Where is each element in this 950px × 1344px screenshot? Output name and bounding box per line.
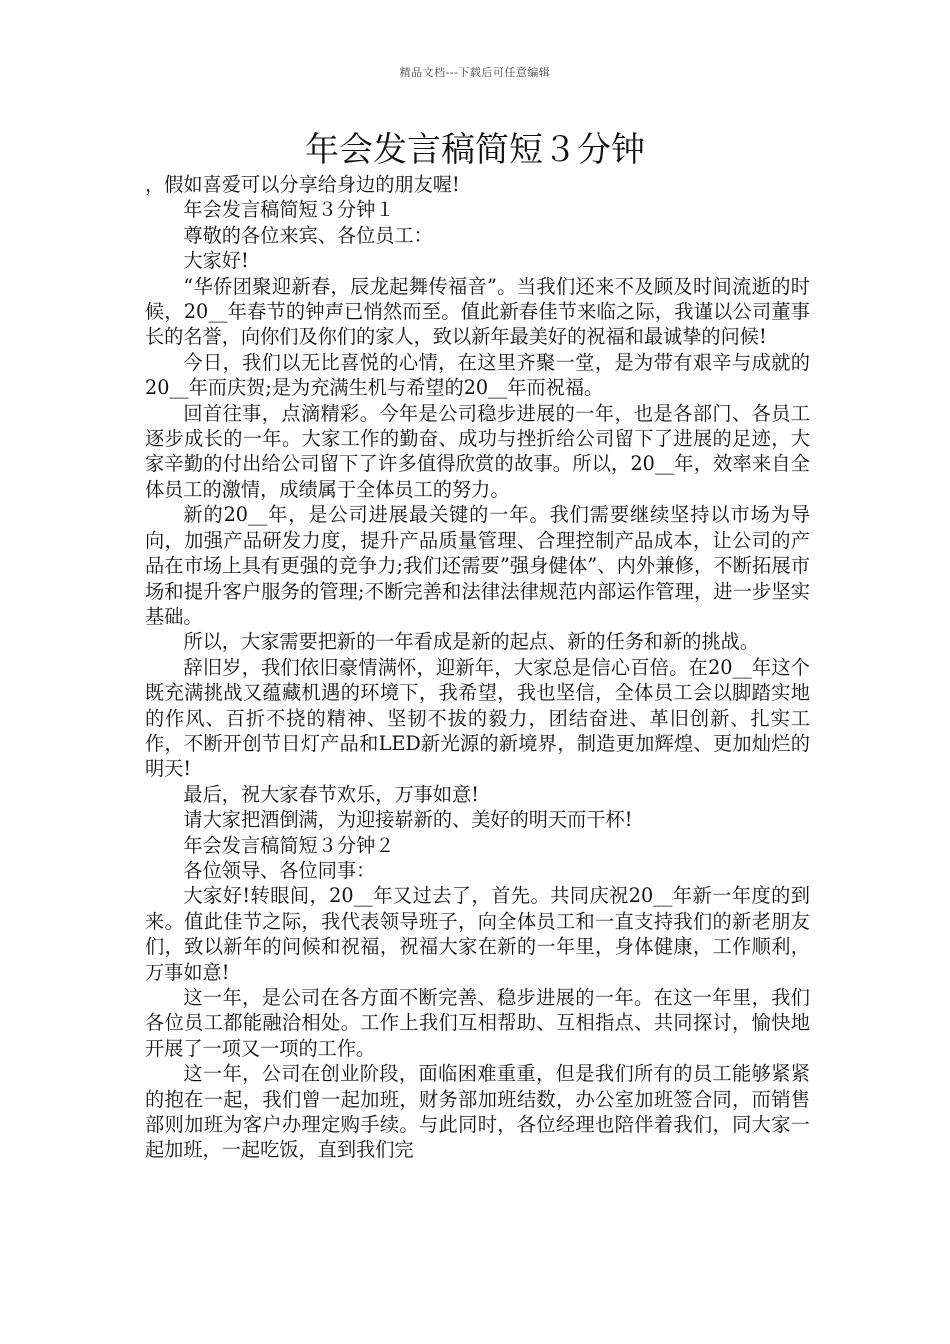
paragraph: 最后，祝大家春节欢乐，万事如意! (183, 782, 479, 806)
paragraph: 大家好!转眼间，20__年又过去了，首先。共同庆祝20__年新一年度的到来。值此佳节之际，我代表领导班子，向全体员工和一直支持我们的新老朋友们，致以新年的问候和祝福，祝福大家在新的一年里，身体健康，工作顺利，万事如意! (145, 884, 810, 984)
document-body (145, 172, 810, 1163)
paragraph: “华侨团聚迎新春，辰龙起舞传福音”。当我们还来不及顾及时间流逝的时候，20__年春节的钟声已悄然而至。值此新春佳节来临之际，我谨以公司董事长的名誉，向你们及你们的家人，致以新年最美好的祝福和最诚挚的问候! (145, 274, 810, 349)
paragraph-intro: ，假如喜爱可以分享给身边的朋友喔! (145, 173, 460, 196)
paragraph: 今日，我们以无比喜悦的心情，在这里齐聚一堂，是为带有艰辛与成就的20__年而庆贺;是为充满生机与希望的20__年而祝福。 (145, 350, 810, 400)
paragraph: 这一年，公司在创业阶段，面临困难重重，但是我们所有的员工能够紧紧的抱在一起，我们曾一起加班，财务部加班结数，办公室加班签合同，而销售部则加班为客户办理定购手续。与此同时，各位经理也陪伴着我们，同大家一起加班，一起吃饭，直到我们完 (145, 1062, 810, 1162)
paragraph: 这一年，是公司在各方面不断完善、稳步进展的一年。在这一年里，我们各位员工都能融洽相处。工作上我们互相帮助、互相指点、共同探讨，愉快地开展了一项又一项的工作。 (145, 986, 810, 1060)
paragraph: 新的20__年，是公司进展最关键的一年。我们需要继续坚持以市场为导向，加强产品研发力度，提升产品质量管理、合理控制产品成本，让公司的产品在市场上具有更强的竞争力;我们还需要”强身健体”、内外兼修，不断拓展市场和提升客户服务的管理;不断完善和法律法律规范内部运作管理，进一步坚实基础。 (145, 503, 810, 628)
paragraph: 辞旧岁，我们依旧豪情满怀，迎新年，大家总是信心百倍。在20__年这个既充满挑战又蕴藏机遇的环境下，我希望，我也坚信，全体员工会以脚踏实地的作风、百折不挠的精神、坚韧不拔的毅力，团结奋进、革旧创新、扎实工作，不断开创节日灯产品和LED新光源的新境界，制造更加辉煌、更加灿烂的明天! (145, 655, 810, 781)
greeting: 大家好! (183, 249, 249, 273)
document-title: 年会发言稿简短３分钟 (305, 130, 645, 170)
paragraph: 请大家把酒倒满，为迎接崭新的、美好的明天而干杯! (183, 808, 633, 832)
section-heading-1: 年会发言稿简短３分钟１ (183, 198, 395, 222)
salutation: 各位领导、各位同事： (183, 858, 376, 882)
paragraph: 所以，大家需要把新的一年看成是新的起点、新的任务和新的挑战。 (183, 630, 760, 654)
section-heading-2: 年会发言稿简短３分钟２ (183, 833, 395, 857)
paragraph: 回首往事，点滴精彩。今年是公司稳步进展的一年，也是各部门、各员工逐步成长的一年。大家工作的勤奋、成功与挫折给公司留下了进展的足迹，大家辛勤的付出给公司留下了许多值得欣赏的故事。所以，20__年，效率来自全体员工的激情，成绩属于全体员工的努力。 (145, 401, 810, 501)
header-note: 精品文档---下载后可任意编辑 (399, 66, 551, 79)
salutation: 尊敬的各位来宾、各位员工： (183, 223, 433, 247)
